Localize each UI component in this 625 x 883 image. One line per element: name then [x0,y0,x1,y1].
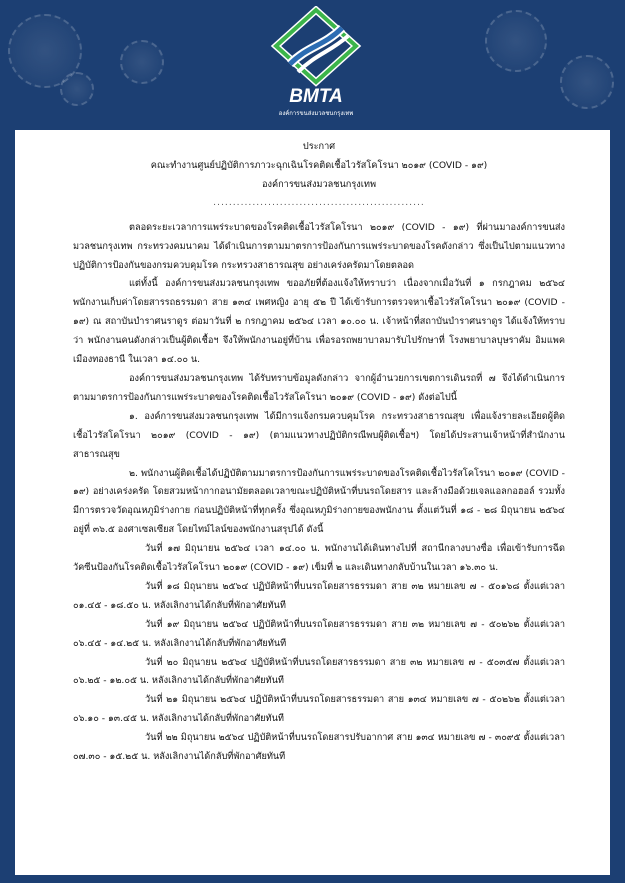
timeline-entry: วันที่ ๑๘ มิถุนายน ๒๕๖๔ ปฏิบัติหน้าที่บนรถโดยสารธรรมดา สาย ๓๒ หมายเลข ๗ - ๕๐๑๖๘ ตั้งแต่เวลา ๐๑.๔๕ - ๑๘.๕๐ น. หลังเลิกงานได้กลับที่พักอาศัยทันที [73,580,565,611]
timeline-entry: วันที่ ๒๒ มิถุนายน ๒๕๖๔ ปฏิบัติหน้าที่บนรถโดยสารปรับอากาศ สาย ๑๓๔ หมายเลข ๗ - ๓๐๙๕ ตั้งแต่เวลา ๐๗.๓๐ - ๑๕.๒๕ น. หลังเลิกงานได้กลับที่พักอาศัยทันที [73,732,565,763]
bmta-logo [268,6,364,116]
announcement-body [73,138,565,767]
virus-decoration-2 [120,40,164,84]
logo-text: BMTA [289,86,343,107]
announcement-title: คณะทำงานศูนย์ปฏิบัติการภาวะฉุกเฉินโรคติดเชื้อไวรัสโคโรนา ๒๐๑๙ (COVID - ๑๙) [150,159,488,171]
paragraph: องค์การขนส่งมวลชนกรุงเทพ ได้รับทราบข้อมูลดังกล่าว จากผู้อำนวยการเขตการเดินรถที่ ๗ จึงได้ดำเนินการตามมาตรการป้องกันการแพร่ระบาดของโรคติดเชื้อไวรัสโคโรนา ๒๐๑๙ (COVID - ๑๙) ดังต่อไปนี้ [73,372,565,403]
timeline-entry: วันที่ ๒๐ มิถุนายน ๒๕๖๔ ปฏิบัติหน้าที่บนรถโดยสารธรรมดา สาย ๓๒ หมายเลข ๗ - ๕๐๓๕๗ ตั้งแต่เวลา ๐๖.๒๕ - ๑๒.๐๕ น. หลังเลิกงานได้กลับที่พักอาศัยทันที [73,656,565,687]
virus-decoration-3 [485,10,547,72]
timeline-entry: วันที่ ๒๑ มิถุนายน ๒๕๖๔ ปฏิบัติหน้าที่บนรถโดยสารธรรมดา สาย ๑๓๔ หมายเลข ๗ - ๕๐๒๖๒ ตั้งแต่เวลา ๐๖.๑๐ - ๑๓.๔๕ น. หลังเลิกงานได้กลับที่พักอาศัยทันที [73,694,565,725]
organization-name: องค์การขนส่งมวลชนกรุงเทพ [261,178,377,190]
announcement-heading: ประกาศ [302,141,336,152]
virus-decoration-5 [60,72,94,106]
paragraph: ๑. องค์การขนส่งมวลชนกรุงเทพ ได้มีการแจ้งกรมควบคุมโรค กระทรวงสาธารณสุข เพื่อแจ้งรายละเอียดผู้ติดเชื้อไวรัสโคโรนา ๒๐๑๙ (COVID - ๑๙) (ตามแนวทางปฏิบัติกรณีพบผู้ติดเชื้อฯ) โดยได้ประสานเจ้าหน้าที่สำนักงานสาธารณสุข [73,410,565,460]
paragraph: แต่ทั้งนี้ องค์การขนส่งมวลชนกรุงเทพ ขออภัยที่ต้องแจ้งให้ทราบว่า เนื่องจากเมื่อวันที่ ๑ กรกฎาคม ๒๕๖๔ พนักงานเก็บค่าโดยสารรถธรรมดา สาย ๑๓๔ เพศหญิง อายุ ๕๒ ปี ได้เข้ารับการตรวจหาเชื้อไวรัสโคโรนา ๒๐๑๙ (COVID - ๑๙) ณ สถาบันบำราศนราดูร ต่อมาวันที่ ๒ กรกฎาคม ๒๕๖๔ เวลา ๑๐.๐๐ น. เจ้าหน้าที่สถาบันบำราศนราดูร ได้แจ้งให้ทราบว่า พนักงานคนดังกล่าวเป็นผู้ติดเชื้อฯ จึงให้พนักงานอยู่ที่บ้าน เพื่อรอรถพยาบาลมารับไปรักษาที่ โรงพยาบาลบุษราคัม อิมแพค เมืองทองธานี ในเวลา ๑๔.๐๐ น. [73,278,565,366]
paragraph: ๒. พนักงานผู้ติดเชื้อได้ปฏิบัติตามมาตรการป้องกันการแพร่ระบาดของโรคติดเชื้อไวรัสโคโรนา ๒๐๑๙ (COVID - ๑๙) อย่างเคร่งครัด โดยสวมหน้ากากอนามัยตลอดเวลาขณะปฏิบัติหน้าที่บนรถโดยสาร และล้างมือด้วยเจลแอลกอฮอล์ รวมทั้ง มีการตรวจวัดอุณหภูมิร่างกาย ก่อนปฏิบัติหน้าที่ทุกครั้ง ซึ่งอุณหภูมิร่างกายของพนักงาน ตั้งแต่วันที่ ๑๘ - ๒๘ มิถุนายน ๒๕๖๔ อยู่ที่ ๓๖.๕ องศาเซลเซียส โดยไทม์ไลน์ของพนักงานสรุปได้ ดังนี้ [73,467,565,536]
paragraph: ตลอดระยะเวลาการแพร่ระบาดของโรคติดเชื้อไวรัสโคโรนา ๒๐๑๙ (COVID - ๑๙) ที่ผ่านมาองค์การขนส่งมวลชนกรุงเทพ กระทรวงคมนาคม ได้ดำเนินการตามมาตรการป้องกันการแพร่ระบาดของโรคดังกล่าว ซึ่งเป็นไปตามแนวทางปฏิบัติการป้องกันของกรมควบคุมโรค กระทรวงสาธารณสุข อย่างเคร่งครัดมาโดยตลอด [73,221,565,271]
logo-subtext: องค์การขนส่งมวลชนกรุงเทพ [278,110,354,117]
timeline-entry: วันที่ ๑๙ มิถุนายน ๒๕๖๔ ปฏิบัติหน้าที่บนรถโดยสารธรรมดา สาย ๓๒ หมายเลข ๗ - ๕๐๒๖๒ ตั้งแต่เวลา ๐๖.๔๕ - ๑๔.๒๕ น. หลังเลิกงานได้กลับที่พักอาศัยทันที [73,618,565,649]
separator: ...................................................... [213,196,425,208]
announcement-paper [15,130,610,875]
bmta-logo-icon [268,6,364,88]
virus-decoration-4 [560,55,614,109]
timeline-entry: วันที่ ๑๗ มิถุนายน ๒๕๖๔ เวลา ๑๔.๐๐ น. พนักงานได้เดินทางไปที่ สถานีกลางบางซื่อ เพื่อเข้ารับการฉีดวัคซีนป้องกันโรคติดเชื้อไวรัสโคโรนา ๒๐๑๙ (COVID - ๑๙) เข็มที่ ๒ และเดินทางกลับบ้านในเวลา ๑๖.๓๐ น. [73,543,565,574]
